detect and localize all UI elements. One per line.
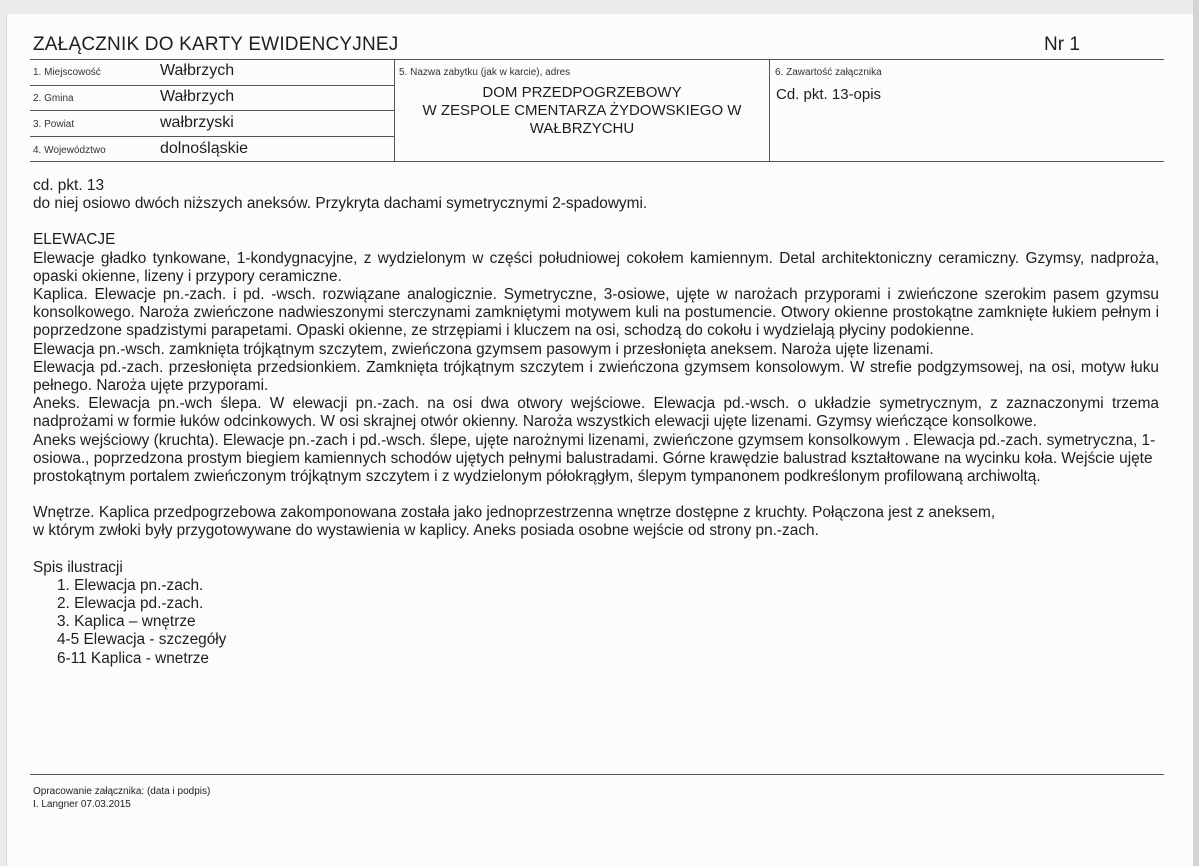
row-rule-3 — [30, 136, 394, 137]
value-wojewodztwo: dolnośląskie — [160, 140, 249, 157]
label-powiat: 3. Powiat — [33, 119, 75, 130]
section-title: ELEWACJE — [33, 231, 116, 249]
value-miejscowosc: Wałbrzych — [160, 62, 235, 79]
document-number: Nr 1 — [1044, 34, 1080, 55]
illustrations-list — [33, 577, 1159, 668]
intro-line: cd. pkt. 13 — [33, 177, 105, 194]
intro-line: do niej osiowo dwóch niższych aneksów. Przykryta dachami symetrycznymi 2-spadowymi. — [33, 195, 648, 213]
list-item: 2. Elewacja pd.-zach. — [57, 595, 204, 613]
interior-line: Wnętrze. Kaplica przedpogrzebowa zakomponowana została jako jednoprzestrzenna wnętrze dostępne z kruchty. Połączona jest z aneksem, — [33, 504, 996, 522]
scan-edge — [1193, 0, 1199, 866]
label-gmina: 2. Gmina — [33, 93, 74, 104]
column-divider-2 — [769, 59, 770, 161]
nazwa-line: W ZESPOLE CMENTARZA ŻYDOWSKIEGO W — [422, 102, 742, 119]
illustrations-title: Spis ilustracji — [33, 558, 123, 576]
value-gmina: Wałbrzych — [160, 88, 235, 105]
row-rule-1 — [30, 85, 394, 86]
footer-rule — [30, 774, 1164, 775]
paragraph: Elewacja pd.-zach. przesłonięta przedsionkiem. Zamknięta trójkątnym szczytem i zwieńczona gzymsem konsolowym. W strefie podgzymsowej, na osi, motyw łuku pełnego. Naroża ujęte przyporami. — [33, 358, 1159, 395]
label-wojewodztwo: 4. Województwo — [33, 145, 106, 156]
label-miejscowosc: 1. Miejscowość — [33, 67, 101, 78]
list-item: 4-5 Elewacja - szczegóły — [57, 631, 227, 649]
label-zawartosc: 6. Zawartość załącznika — [775, 67, 882, 78]
label-nazwa: 5. Nazwa zabytku (jak w karcie), adres — [399, 67, 571, 78]
value-zawartosc: Cd. pkt. 13-opis — [776, 86, 882, 103]
value-nazwa — [395, 84, 769, 138]
list-item: 1. Elewacja pn.-zach. — [57, 576, 204, 594]
header-top-rule — [30, 59, 1164, 60]
value-powiat: wałbrzyski — [160, 114, 234, 131]
header-bottom-rule — [30, 161, 1164, 162]
row-rule-2 — [30, 110, 394, 111]
description-body — [33, 177, 1159, 668]
list-item: 3. Kaplica – wnętrze — [57, 613, 196, 631]
document-title: ZAŁĄCZNIK DO KARTY EWIDENCYJNEJ — [33, 34, 399, 55]
list-item: 6-11 Kaplica - wnetrze — [57, 649, 209, 667]
nazwa-line: WAŁBRZYCHU — [529, 120, 635, 137]
footer-author: I. Langner 07.03.2015 — [33, 799, 131, 810]
interior-line: w którym zwłoki były przygotowywane do wystawienia w kaplicy. Aneks posiada osobne wejście od strony pn.-zach. — [33, 522, 819, 540]
paragraph: Aneks. Elewacja pn.-wch ślepa. W elewacji pn.-zach. na osi dwa otwory wejściowe. Elewacja pd.-wsch. o układzie symetrycznym, z zaznaczonymi trzema nadprożami w formie łuków odcinkowych. W osi skrajnej otwór okienny. Naroża wszystkich elewacji ujęte lizenami. Gzymsy wieńczące konsolkowe. — [33, 395, 1159, 431]
paragraph: Elewacje gładko tynkowane, 1-kondygnacyjne, z wydzielonym w części południowej cokołem kamiennym. Detal architektoniczny ceramiczny. Gzymsy, nadproża, opaski okienne, lizeny i przypory ceramiczne. — [33, 249, 1159, 285]
paragraph: Elewacja pn.-wsch. zamknięta trójkątnym szczytem, zwieńczona gzymsem pasowym i przesłonięta aneksem. Naroża ujęte lizenami. — [33, 340, 934, 358]
nazwa-line: DOM PRZEDPOGRZEBOWY — [482, 84, 682, 101]
footer-label: Opracowanie załącznika: (data i podpis) — [33, 786, 211, 797]
paragraph: Aneks wejściowy (kruchta). Elewacje pn.-zach i pd.-wsch. ślepe, ujęte narożnymi lizenami, zwieńczone gzymsem konsolkowym . Elewacja pd.-zach. symetryczna, 1-osiowa., poprzedzona prostym biegiem kamiennych schodów ujętych pełnymi balustradami. Górne krawędzie balustrad kształtowane na wycinku koła. Wejście ujęte prostokątnym portalem zwieńczonym trójkątnym szczytem i z wydzielonym półokrągłym, ślepym tympanonem podkreślonym profilowaną archiwoltą. — [33, 431, 1156, 486]
paragraph: Kaplica. Elewacje pn.-zach. i pd. -wsch. rozwiązane analogicznie. Symetryczne, 3-osiowe, ujęte w narożach przyporami i zwieńczone szerokim pasem gzymsu konsolkowego. Naroża zwieńczone nadwieszonymi sterczynami zamkniętymi motywem kuli na postumencie. Otwory okienne prostokątne zamknięte łukiem pełnym i poprzedzone spadzistymi parapetami. Opaski okienne, ze strzępiami i kluczem na osi, schodzą do cokołu i wydzielają płyciny podokienne. — [33, 286, 1159, 340]
